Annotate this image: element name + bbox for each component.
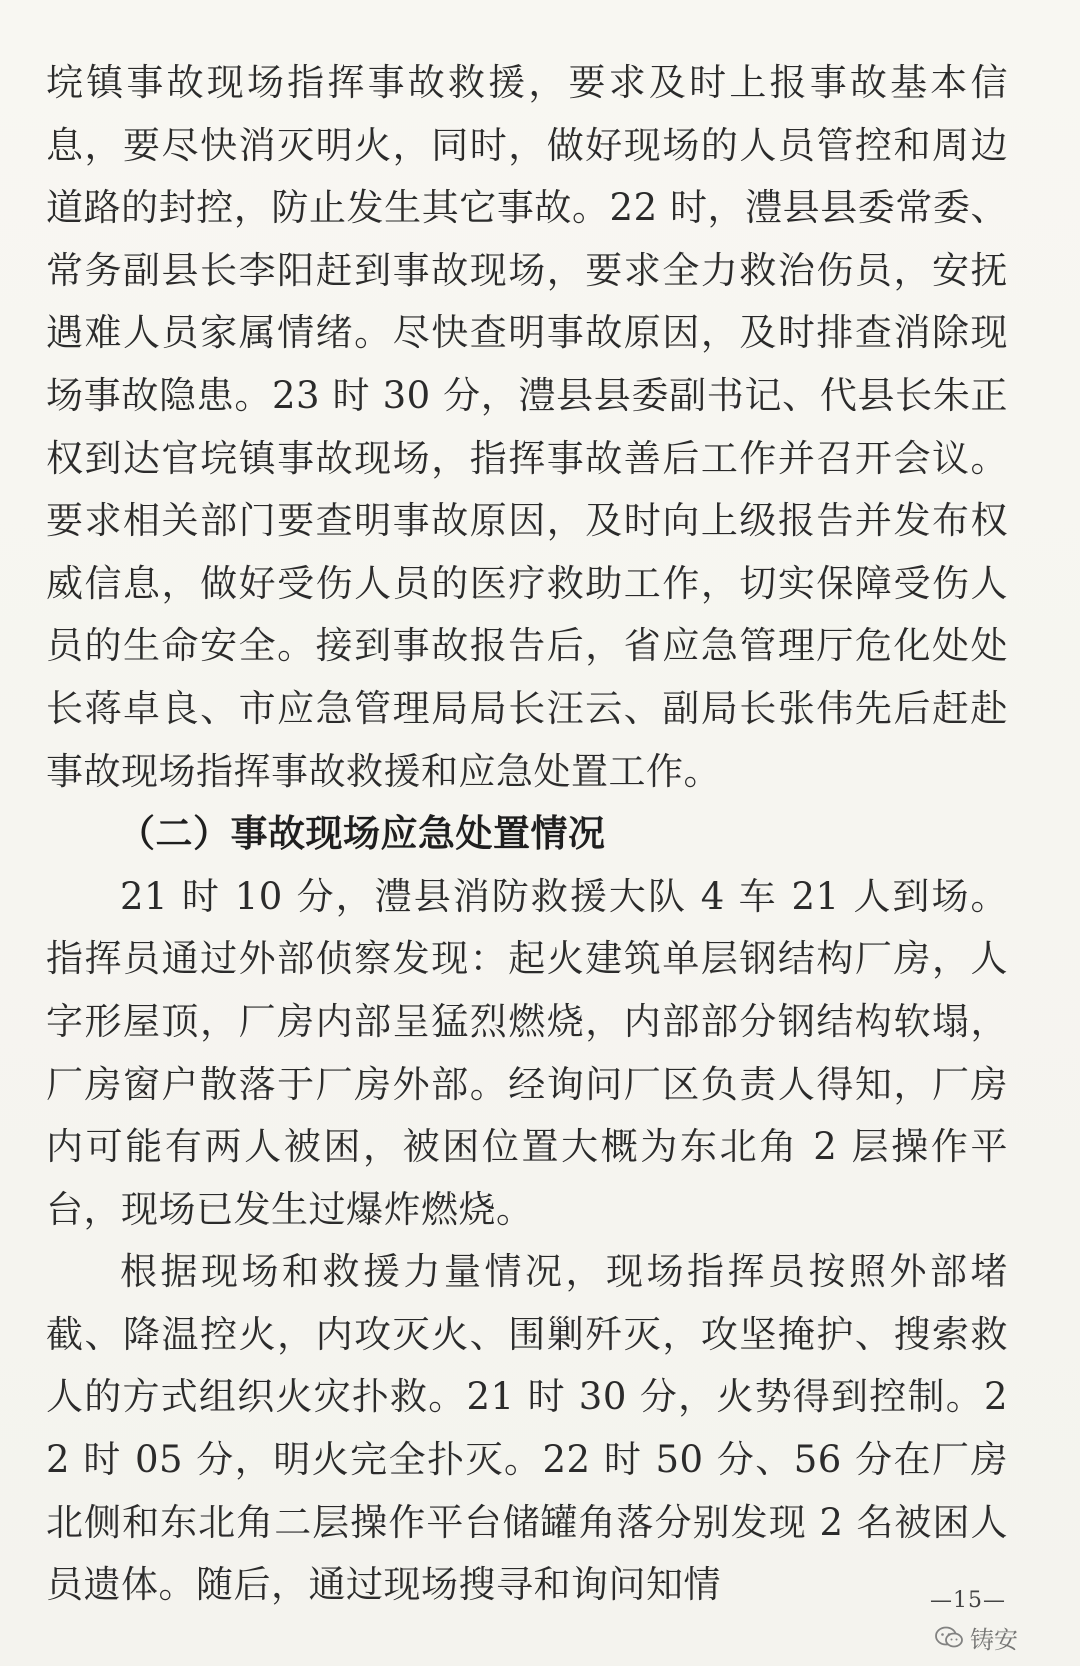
- paragraph-continued: 垸镇事故现场指挥事故救援，要求及时上报事故基本信息，要尽快消灭明火，同时，做好现场的人员管控和周边道路的封控，防止发生其它事故。22 时，澧县县委常委、常务副县长李阳赶到事故现场，要求全力救治伤员，安抚遇难人员家属情绪。尽快查明事故原因，及时排查消除现场事故隐患。23 时 30 分，澧县县委副书记、代县长朱正权到达官垸镇事故现场，指挥事故善后工作并召开会议。要求相关部门要查明事故原因，及时向上级报告并发布权威信息，做好受伤人员的医疗救助工作，切实保障受伤人员的生命安全。接到事故报告后，省应急管理厅危化处处长蒋卓良、市应急管理局局长汪云、副局长张伟先后赶赴事故现场指挥事故救援和应急处置工作。: [46, 61, 1008, 793]
- wechat-watermark: [934, 1620, 1018, 1655]
- paragraph-rescue-operation: 根据现场和救援力量情况，现场指挥员按照外部堵截、降温控火，内攻灭火、围剿歼灭，攻坚掩护、搜索救人的方式组织火灾扑救。21 时 30 分，火势得到控制。22 时 05 分，明火完全扑灭。22 时 50 分、56 分在厂房北侧和东北角二层操作平台储罐角落分别发现 2 名被困人员遗体。随后，通过现场搜寻和询问知情: [46, 1250, 1008, 1607]
- page-number-dash-left: —: [930, 1588, 953, 1613]
- document-body: [46, 52, 1008, 1617]
- page-number: [930, 1588, 1006, 1613]
- wechat-logo-icon: [934, 1625, 964, 1651]
- page-number-value: 15: [953, 1588, 983, 1613]
- paragraph-fire-response: 21 时 10 分，澧县消防救援大队 4 车 21 人到场。指挥员通过外部侦察发现：起火建筑单层钢结构厂房，人字形屋顶，厂房内部呈猛烈燃烧，内部部分钢结构软塌，厂房窗户散落于厂房外部。经询问厂区负责人得知，厂房内可能有两人被困，被困位置大概为东北角 2 层操作平台，现场已发生过爆炸燃烧。: [46, 874, 1008, 1231]
- watermark-text: 铸安: [970, 1626, 1018, 1654]
- section-heading: （二）事故现场应急处置情况: [118, 812, 606, 856]
- page-number-dash-right: —: [983, 1588, 1006, 1613]
